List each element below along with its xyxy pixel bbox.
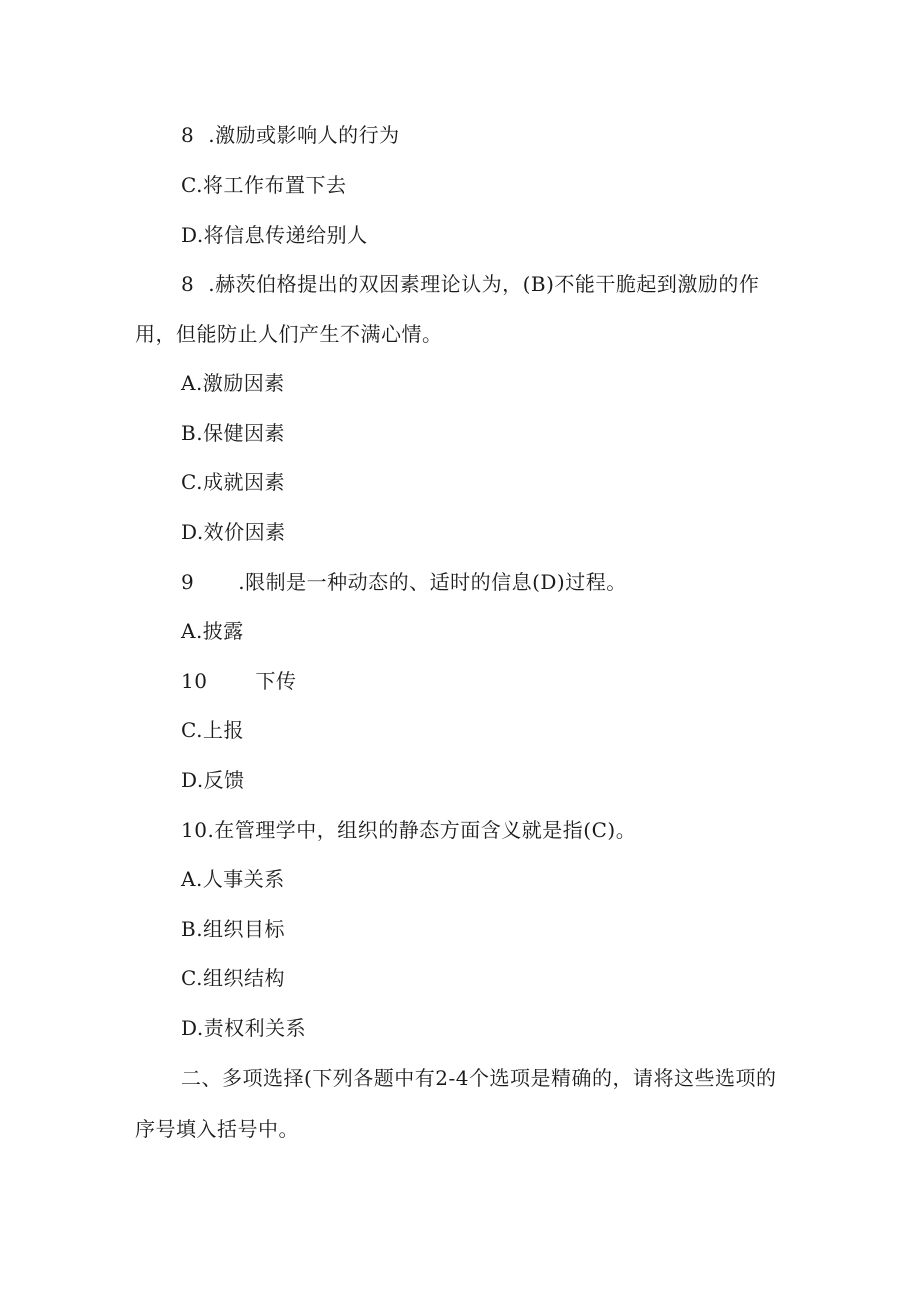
question-9-answer-a: A.披露 xyxy=(181,619,244,643)
item-number: 9 xyxy=(181,570,195,594)
question-8-option-d: D.将信息传递给别人 xyxy=(181,223,368,247)
question-8-answer-b: B.保健因素 xyxy=(181,421,286,445)
question-9-answer-d: D.反馈 xyxy=(181,768,245,792)
question-10-answer-d: D.责权利关系 xyxy=(181,1016,307,1040)
item-text: .限制是一种动态的、适时的信息(D)过程。 xyxy=(238,570,627,594)
item-number: 10 xyxy=(181,669,208,693)
section-2-heading: 二、多项选择(下列各题中有2-4个选项是精确的，请将这些选项的 xyxy=(181,1066,777,1090)
question-8-option-b xyxy=(181,123,400,147)
question-8-answer-a: A.激励因素 xyxy=(181,371,285,395)
question-8-stem xyxy=(181,272,759,296)
item-text: .激励或影响人的行为 xyxy=(208,123,400,147)
question-10-answer-c: C.组织结构 xyxy=(181,966,285,990)
question-9-answer-b xyxy=(181,669,296,693)
question-8-option-c: C.将工作布置下去 xyxy=(181,173,347,197)
question-10-answer-b: B.组织目标 xyxy=(181,917,286,941)
item-number: 8 xyxy=(181,272,195,296)
item-text: 下传 xyxy=(255,669,297,693)
section-2-heading-continued: 序号填入括号中。 xyxy=(135,1117,299,1141)
item-text: .赫茨伯格提出的双因素理论认为，(B)不能干脆起到激励的作 xyxy=(208,272,760,296)
item-number: 8 xyxy=(181,123,195,147)
question-9-stem xyxy=(181,570,627,594)
question-8-answer-d: D.效价因素 xyxy=(181,520,286,544)
question-10-stem: 10.在管理学中，组织的静态方面含义就是指(C)。 xyxy=(181,818,637,842)
question-8-answer-c: C.成就因素 xyxy=(181,470,285,494)
question-10-answer-a: A.人事关系 xyxy=(181,867,285,891)
question-9-answer-c: C.上报 xyxy=(181,718,244,742)
question-8-stem-continued: 用，但能防止人们产生不满心情。 xyxy=(135,322,443,346)
